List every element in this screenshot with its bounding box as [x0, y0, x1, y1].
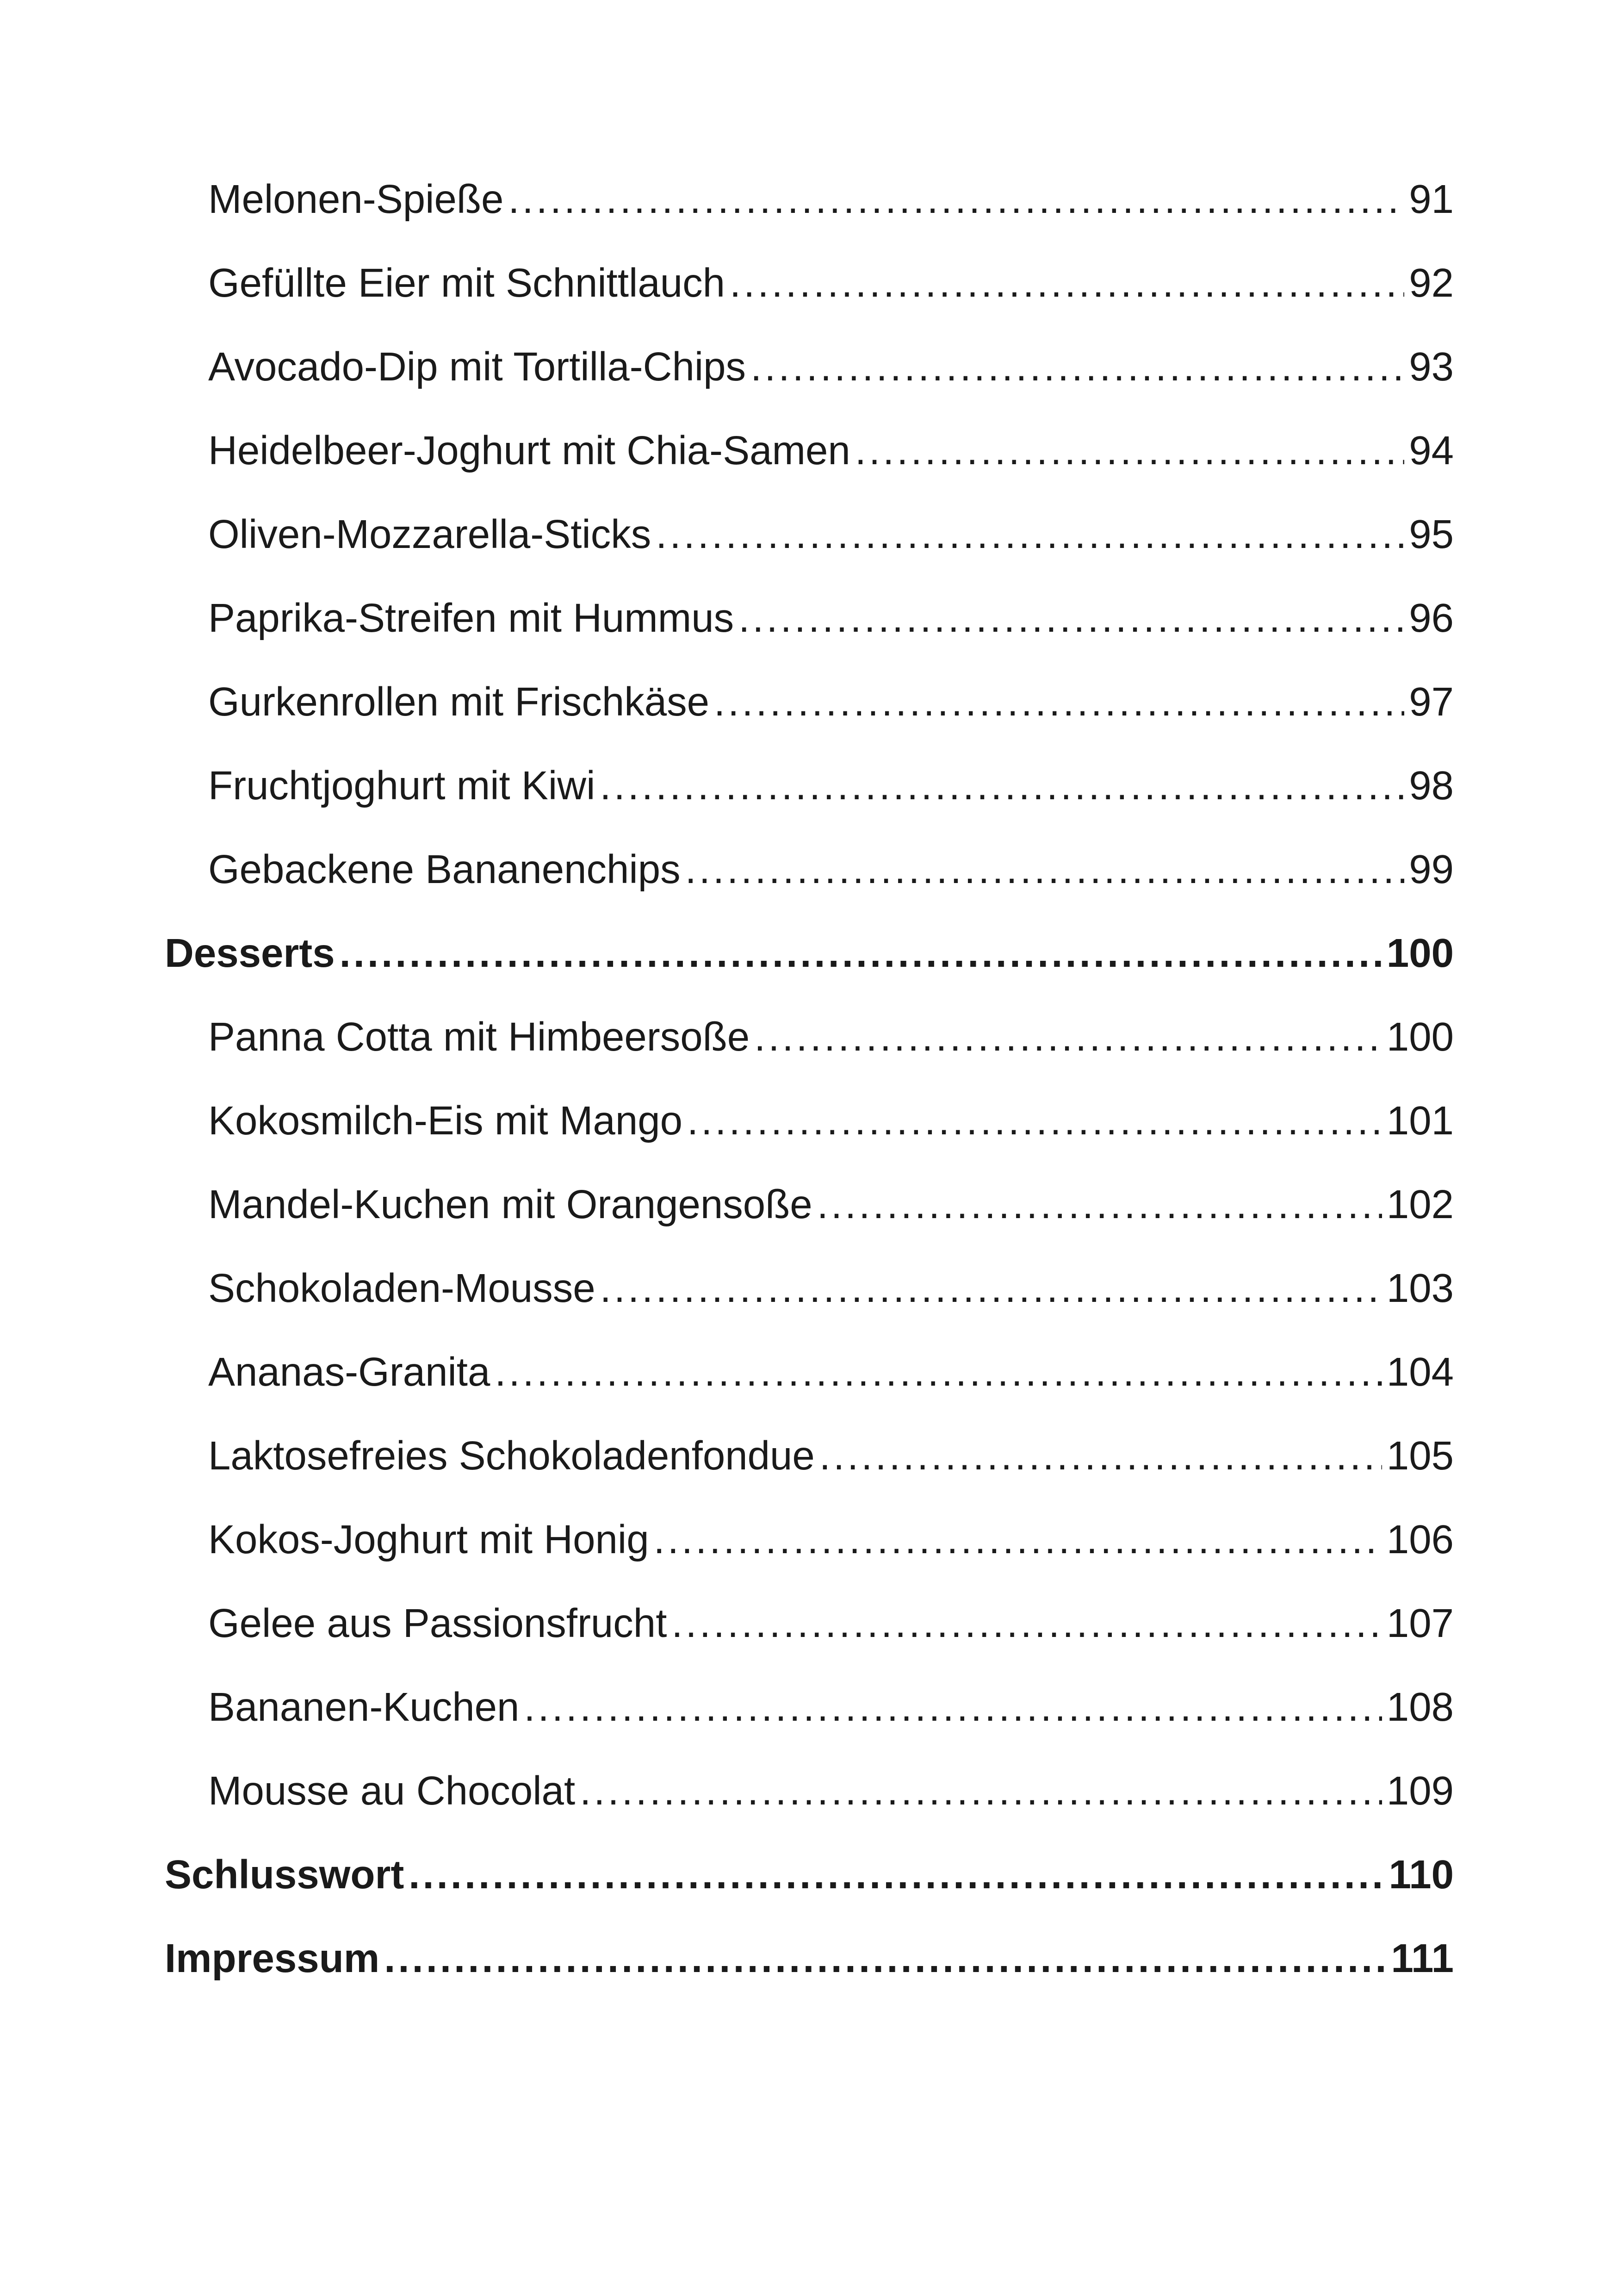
toc-entry-title: Bananen-Kuchen	[208, 1685, 520, 1730]
toc-entry-mandel-kuchen[interactable]	[165, 1163, 1454, 1246]
toc-entry-bananenchips[interactable]	[165, 828, 1454, 911]
toc-entry-title: Kokosmilch-Eis mit Mango	[208, 1098, 682, 1143]
toc-entry-avocado-dip[interactable]	[165, 325, 1454, 409]
toc-section-schlusswort[interactable]	[165, 1833, 1454, 1916]
toc-entry-title: Schokoladen-Mousse	[208, 1266, 595, 1311]
toc-dot-leader	[508, 157, 1404, 241]
toc-entry-title: Kokos-Joghurt mit Honig	[208, 1517, 649, 1562]
toc-entry-page: 92	[1409, 261, 1454, 305]
toc-entry-heidelbeer-joghurt[interactable]	[165, 409, 1454, 492]
toc-entry-kokos-joghurt[interactable]	[165, 1498, 1454, 1581]
toc-entry-fruchtjoghurt[interactable]	[165, 744, 1454, 828]
toc-entry-page: 94	[1409, 428, 1454, 473]
toc-dot-leader	[754, 995, 1382, 1079]
toc-entry-page: 100	[1386, 1014, 1454, 1059]
toc-dot-leader	[855, 409, 1404, 492]
toc-entry-page: 96	[1409, 596, 1454, 641]
toc-section-title: Desserts	[165, 931, 335, 976]
toc-entry-page: 103	[1386, 1266, 1454, 1311]
toc-dot-leader	[714, 660, 1404, 744]
toc-entry-oliven-mozzarella-sticks[interactable]	[165, 492, 1454, 576]
toc-entry-page: 97	[1409, 679, 1454, 724]
toc-entry-title: Gebackene Bananenchips	[208, 847, 681, 892]
toc-dot-leader	[409, 1833, 1384, 1916]
toc-entry-ananas-granita[interactable]	[165, 1330, 1454, 1414]
toc-dot-leader	[817, 1163, 1382, 1246]
toc-entry-page: 108	[1386, 1685, 1454, 1730]
toc-section-desserts[interactable]	[165, 911, 1454, 995]
toc-entry-title: Panna Cotta mit Himbeersoße	[208, 1014, 750, 1059]
toc-entry-title: Gefüllte Eier mit Schnittlauch	[208, 261, 725, 305]
toc-entry-gefuellte-eier[interactable]	[165, 241, 1454, 325]
toc-entry-page: 106	[1386, 1517, 1454, 1562]
toc-entry-page: 109	[1386, 1768, 1454, 1813]
toc-dot-leader	[495, 1330, 1382, 1414]
toc-entry-title: Avocado-Dip mit Tortilla-Chips	[208, 344, 746, 389]
toc-entry-page: 93	[1409, 344, 1454, 389]
toc-entry-bananen-kuchen[interactable]	[165, 1665, 1454, 1749]
table-of-contents	[165, 157, 1454, 2000]
toc-dot-leader	[687, 1079, 1382, 1163]
toc-section-page: 110	[1389, 1852, 1454, 1897]
toc-dot-leader	[671, 1581, 1382, 1665]
toc-entry-melonen-spiesse[interactable]	[165, 157, 1454, 241]
toc-section-title: Impressum	[165, 1936, 380, 1981]
toc-entry-page: 105	[1386, 1433, 1454, 1478]
toc-dot-leader	[685, 828, 1405, 911]
toc-dot-leader	[738, 576, 1404, 660]
toc-entry-page: 104	[1386, 1350, 1454, 1394]
toc-dot-leader	[600, 744, 1404, 828]
toc-entry-title: Fruchtjoghurt mit Kiwi	[208, 763, 595, 808]
toc-section-page: 100	[1386, 931, 1454, 976]
toc-entry-title: Ananas-Granita	[208, 1350, 490, 1394]
toc-entry-title: Melonen-Spieße	[208, 177, 504, 222]
toc-dot-leader	[656, 492, 1404, 576]
toc-dot-leader	[340, 911, 1382, 995]
toc-entry-page: 99	[1409, 847, 1454, 892]
toc-entry-title: Gelee aus Passionsfrucht	[208, 1601, 667, 1646]
toc-entry-title: Laktosefreies Schokoladenfondue	[208, 1433, 815, 1478]
toc-entry-gelee-passionsfrucht[interactable]	[165, 1581, 1454, 1665]
toc-entry-page: 107	[1386, 1601, 1454, 1646]
toc-entry-title: Paprika-Streifen mit Hummus	[208, 596, 734, 641]
toc-section-title: Schlusswort	[165, 1852, 404, 1897]
toc-dot-leader	[384, 1916, 1386, 2000]
toc-dot-leader	[750, 325, 1404, 409]
toc-dot-leader	[730, 241, 1404, 325]
toc-entry-page: 95	[1409, 512, 1454, 557]
toc-entry-gurkenrollen[interactable]	[165, 660, 1454, 744]
toc-entry-title: Gurkenrollen mit Frischkäse	[208, 679, 709, 724]
toc-entry-schokoladen-mousse[interactable]	[165, 1246, 1454, 1330]
toc-dot-leader	[819, 1414, 1382, 1498]
toc-entry-title: Heidelbeer-Joghurt mit Chia-Samen	[208, 428, 850, 473]
toc-dot-leader	[654, 1498, 1382, 1581]
toc-entry-page: 101	[1386, 1098, 1454, 1143]
toc-entry-mousse-au-chocolat[interactable]	[165, 1749, 1454, 1833]
toc-section-page: 111	[1391, 1936, 1454, 1981]
toc-entry-page: 102	[1386, 1182, 1454, 1227]
toc-entry-paprika-streifen[interactable]	[165, 576, 1454, 660]
toc-entry-title: Oliven-Mozzarella-Sticks	[208, 512, 651, 557]
toc-dot-leader	[524, 1665, 1382, 1749]
toc-entry-kokosmilch-eis[interactable]	[165, 1079, 1454, 1163]
toc-section-impressum[interactable]	[165, 1916, 1454, 2000]
toc-entry-page: 98	[1409, 763, 1454, 808]
toc-entry-panna-cotta[interactable]	[165, 995, 1454, 1079]
toc-dot-leader	[600, 1246, 1382, 1330]
toc-entry-title: Mandel-Kuchen mit Orangensoße	[208, 1182, 812, 1227]
toc-entry-schokoladenfondue[interactable]	[165, 1414, 1454, 1498]
toc-entry-page: 91	[1409, 177, 1454, 222]
toc-entry-title: Mousse au Chocolat	[208, 1768, 576, 1813]
toc-dot-leader	[580, 1749, 1382, 1833]
